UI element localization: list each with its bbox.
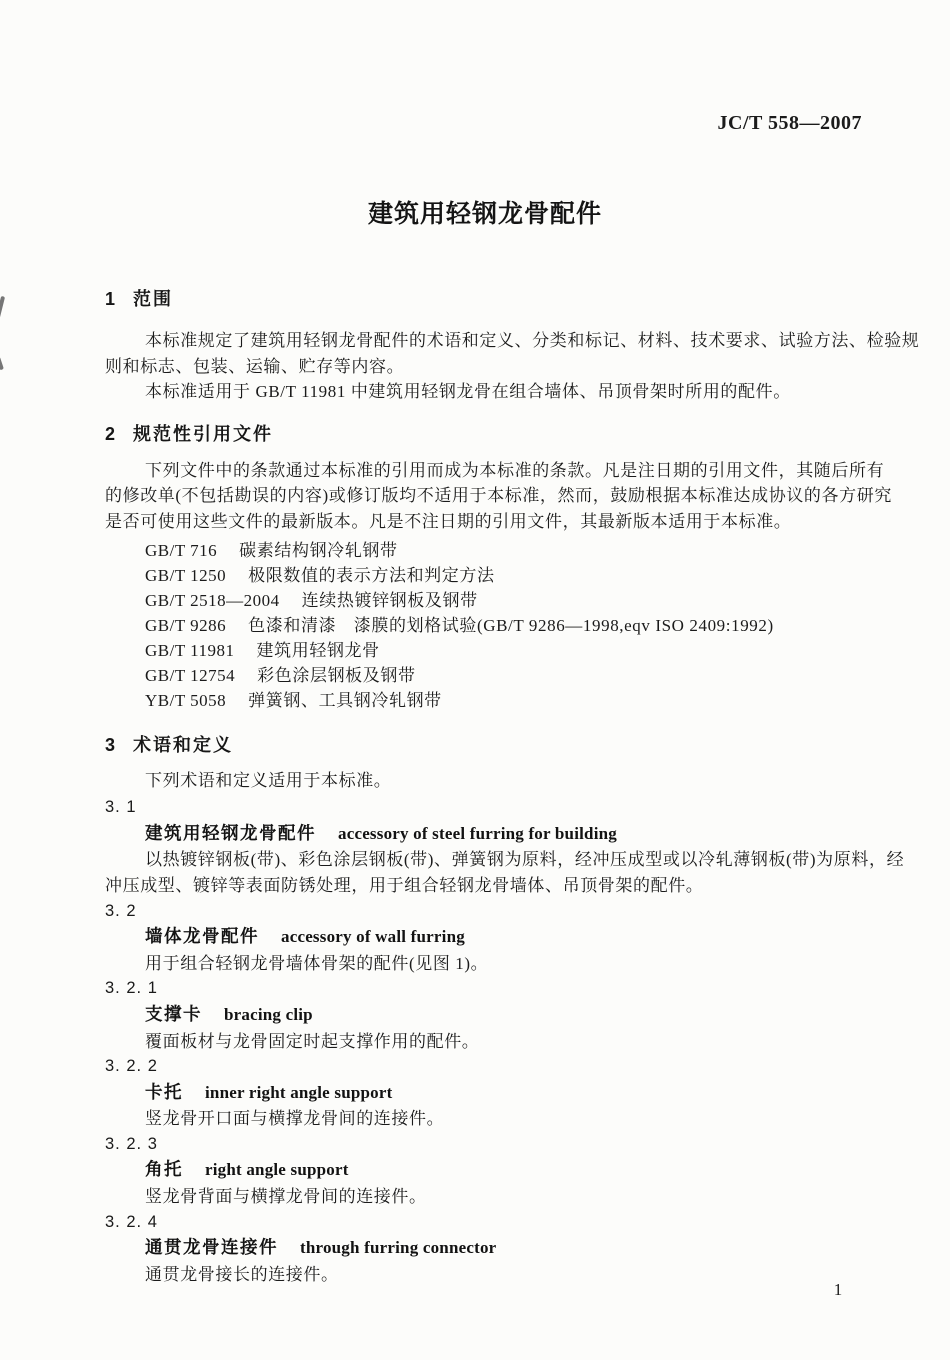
clause-number: 3. 2 [105, 901, 137, 920]
term-clauses [105, 795, 905, 1287]
scope-paragraph-1 [105, 328, 920, 379]
term-definition [105, 847, 905, 898]
reference-list [105, 538, 868, 713]
reference-title: 极限数值的表示方法和判定方法 [248, 565, 495, 585]
term-en: right angle support [205, 1160, 349, 1180]
reference-title: 色漆和清漆 漆膜的划格试验(GB/T 9286—1998,eqv ISO 2409:1992) [248, 615, 774, 635]
document-title: 建筑用轻钢龙骨配件 [367, 200, 602, 228]
term-zh: 卡托 [145, 1081, 183, 1102]
section-number: 1 [105, 289, 116, 309]
term-definition [105, 1029, 868, 1055]
text-line: 冲压成型、镀锌等表面防锈处理，用于组合轻钢龙骨墙体、吊顶骨架的配件。 [105, 875, 704, 895]
text-line: 通贯龙骨接长的连接件。 [145, 1264, 339, 1284]
text-line: 的修改单(不包括勘误的内容)或修订版均不适用于本标准，然而，鼓励根据本标准达成协议的各方研究 [105, 486, 892, 506]
reference-code: GB/T 2518—2004 [145, 590, 280, 610]
standard-code: JC/T 558—2007 [717, 112, 862, 134]
reference-title: 弹簧钢、工具钢冷轧钢带 [248, 690, 442, 710]
section-label: 术语和定义 [133, 734, 234, 755]
term-en: inner right angle support [205, 1082, 393, 1102]
reference-code: YB/T 5058 [145, 690, 227, 710]
term-zh: 通贯龙骨连接件 [145, 1237, 278, 1258]
terms-intro-paragraph [105, 768, 868, 794]
section-label: 范围 [133, 289, 174, 309]
term-en: bracing clip [224, 1004, 313, 1024]
term-definition [105, 951, 868, 977]
term-line [105, 1157, 868, 1184]
reference-code: GB/T 12754 [145, 665, 236, 685]
reference-item [105, 688, 868, 713]
term-zh: 建筑用轻钢龙骨配件 [145, 822, 316, 843]
page-number: 1 [833, 1280, 843, 1299]
reference-item [105, 613, 868, 638]
clause-number: 3. 2. 2 [105, 1057, 158, 1076]
reference-title: 彩色涂层钢板及钢带 [257, 665, 416, 685]
section-heading-terms-definitions [105, 733, 868, 757]
section-number: 2 [105, 423, 116, 444]
term-zh: 角托 [145, 1159, 183, 1180]
text-line: 本标准适用于 GB/T 11981 中建筑用轻钢龙骨在组合墙体、吊顶骨架时所用的配件。 [145, 382, 791, 402]
text-line: 竖龙骨开口面与横撑龙骨间的连接件。 [145, 1109, 445, 1129]
term-clause [105, 1054, 868, 1132]
term-zh: 支撑卡 [145, 1003, 202, 1024]
section-number: 3 [105, 734, 116, 755]
text-line: 以热镀锌钢板(带)、彩色涂层钢板(带)、弹簧钢为原料，经冲压成型或以冷轧薄钢板(带)为原料，经 [145, 850, 905, 870]
clause-number: 3. 2. 4 [105, 1212, 158, 1231]
term-en: accessory of wall furring [281, 927, 465, 947]
term-line [105, 821, 868, 848]
term-clause [105, 1210, 868, 1288]
reference-title: 连续热镀锌钢板及钢带 [301, 590, 478, 610]
section-heading-normative-references [105, 422, 868, 446]
term-definition [105, 1106, 868, 1132]
reference-code: GB/T 11981 [145, 640, 235, 660]
text-line: 下列文件中的条款通过本标准的引用而成为本标准的条款。凡是注日期的引用文件，其随后所有 [145, 460, 885, 480]
term-clause [105, 1132, 868, 1210]
term-line [105, 1002, 868, 1029]
reference-code: GB/T 1250 [145, 565, 227, 585]
reference-item [105, 638, 868, 663]
section-heading-scope [105, 287, 868, 311]
term-clause [105, 976, 868, 1054]
document-body [105, 287, 920, 1287]
term-line [105, 1235, 868, 1262]
term-clause [105, 899, 868, 977]
clause-number: 3. 2. 1 [105, 979, 158, 998]
reference-item [105, 588, 868, 613]
reference-title: 建筑用轻钢龙骨 [256, 640, 380, 660]
scan-artifact [0, 296, 5, 322]
clause-number: 3. 1 [105, 798, 137, 817]
clause-number: 3. 2. 3 [105, 1134, 158, 1153]
term-en: accessory of steel furring for building [338, 823, 617, 843]
text-line: 下列术语和定义适用于本标准。 [145, 770, 392, 790]
term-line [105, 1080, 868, 1107]
references-intro-paragraph [105, 458, 892, 535]
term-clause [105, 795, 905, 898]
reference-code: GB/T 9286 [145, 615, 227, 635]
scope-paragraph-2 [105, 379, 868, 405]
reference-title: 碳素结构钢冷轧钢带 [239, 540, 398, 560]
reference-code: GB/T 716 [145, 540, 218, 560]
text-line: 是否可使用这些文件的最新版本。凡是不注日期的引用文件，其最新版本适用于本标准。 [105, 511, 792, 531]
text-line: 竖龙骨背面与横撑龙骨间的连接件。 [145, 1187, 427, 1207]
section-label: 规范性引用文件 [133, 423, 274, 444]
text-line: 本标准规定了建筑用轻钢龙骨配件的术语和定义、分类和标记、材料、技术要求、试验方法、检验规 [145, 331, 920, 350]
reference-item [105, 538, 868, 563]
term-en: through furring connector [300, 1238, 497, 1258]
reference-item [105, 663, 868, 688]
term-definition [105, 1184, 868, 1210]
text-line: 用于组合轻钢龙骨墙体骨架的配件(见图 1)。 [145, 953, 489, 973]
term-line [105, 924, 868, 951]
term-definition [105, 1262, 868, 1288]
text-line: 则和标志、包装、运输、贮存等内容。 [105, 356, 405, 376]
scan-artifact [0, 357, 4, 371]
term-zh: 墙体龙骨配件 [145, 926, 259, 947]
text-line: 覆面板材与龙骨固定时起支撑作用的配件。 [145, 1031, 480, 1051]
reference-item [105, 563, 868, 588]
